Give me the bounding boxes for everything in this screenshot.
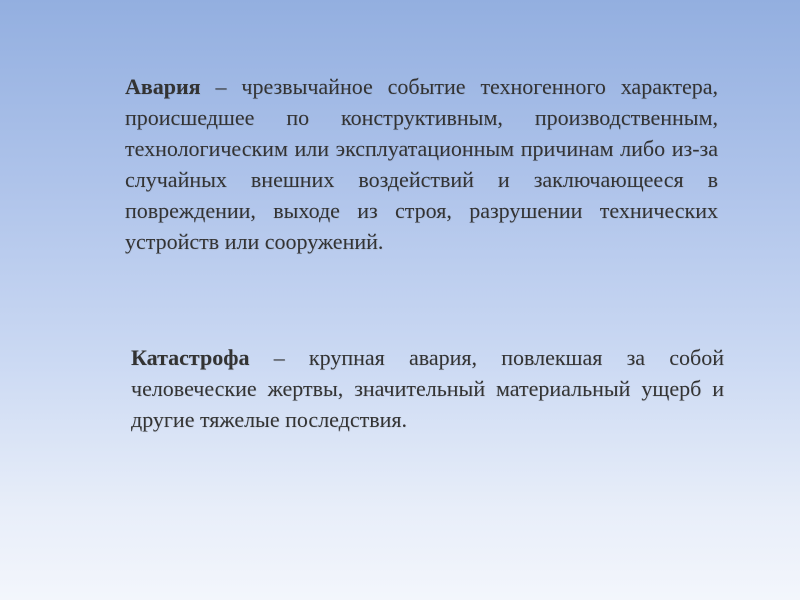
- term-katastrofa: Катастрофа: [131, 345, 250, 370]
- definition-avariya: [125, 71, 718, 257]
- definition-text-katastrofa: – крупная авария, повлекшая за собой человеческие жертвы, значительный материальный ущерб и другие тяжелые последствия.: [131, 345, 724, 432]
- definition-katastrofa: [131, 342, 724, 435]
- term-avariya: Авария: [125, 74, 201, 99]
- definition-text-avariya: – чрезвычайное событие техногенного характера, происшедшее по конструктивным, производственным, технологическим или эксплуатационным причинам либо из-за случайных внешних воздействий и заключающееся в повреждении, выходе из строя, разрушении технических устройств или сооружений.: [125, 74, 718, 254]
